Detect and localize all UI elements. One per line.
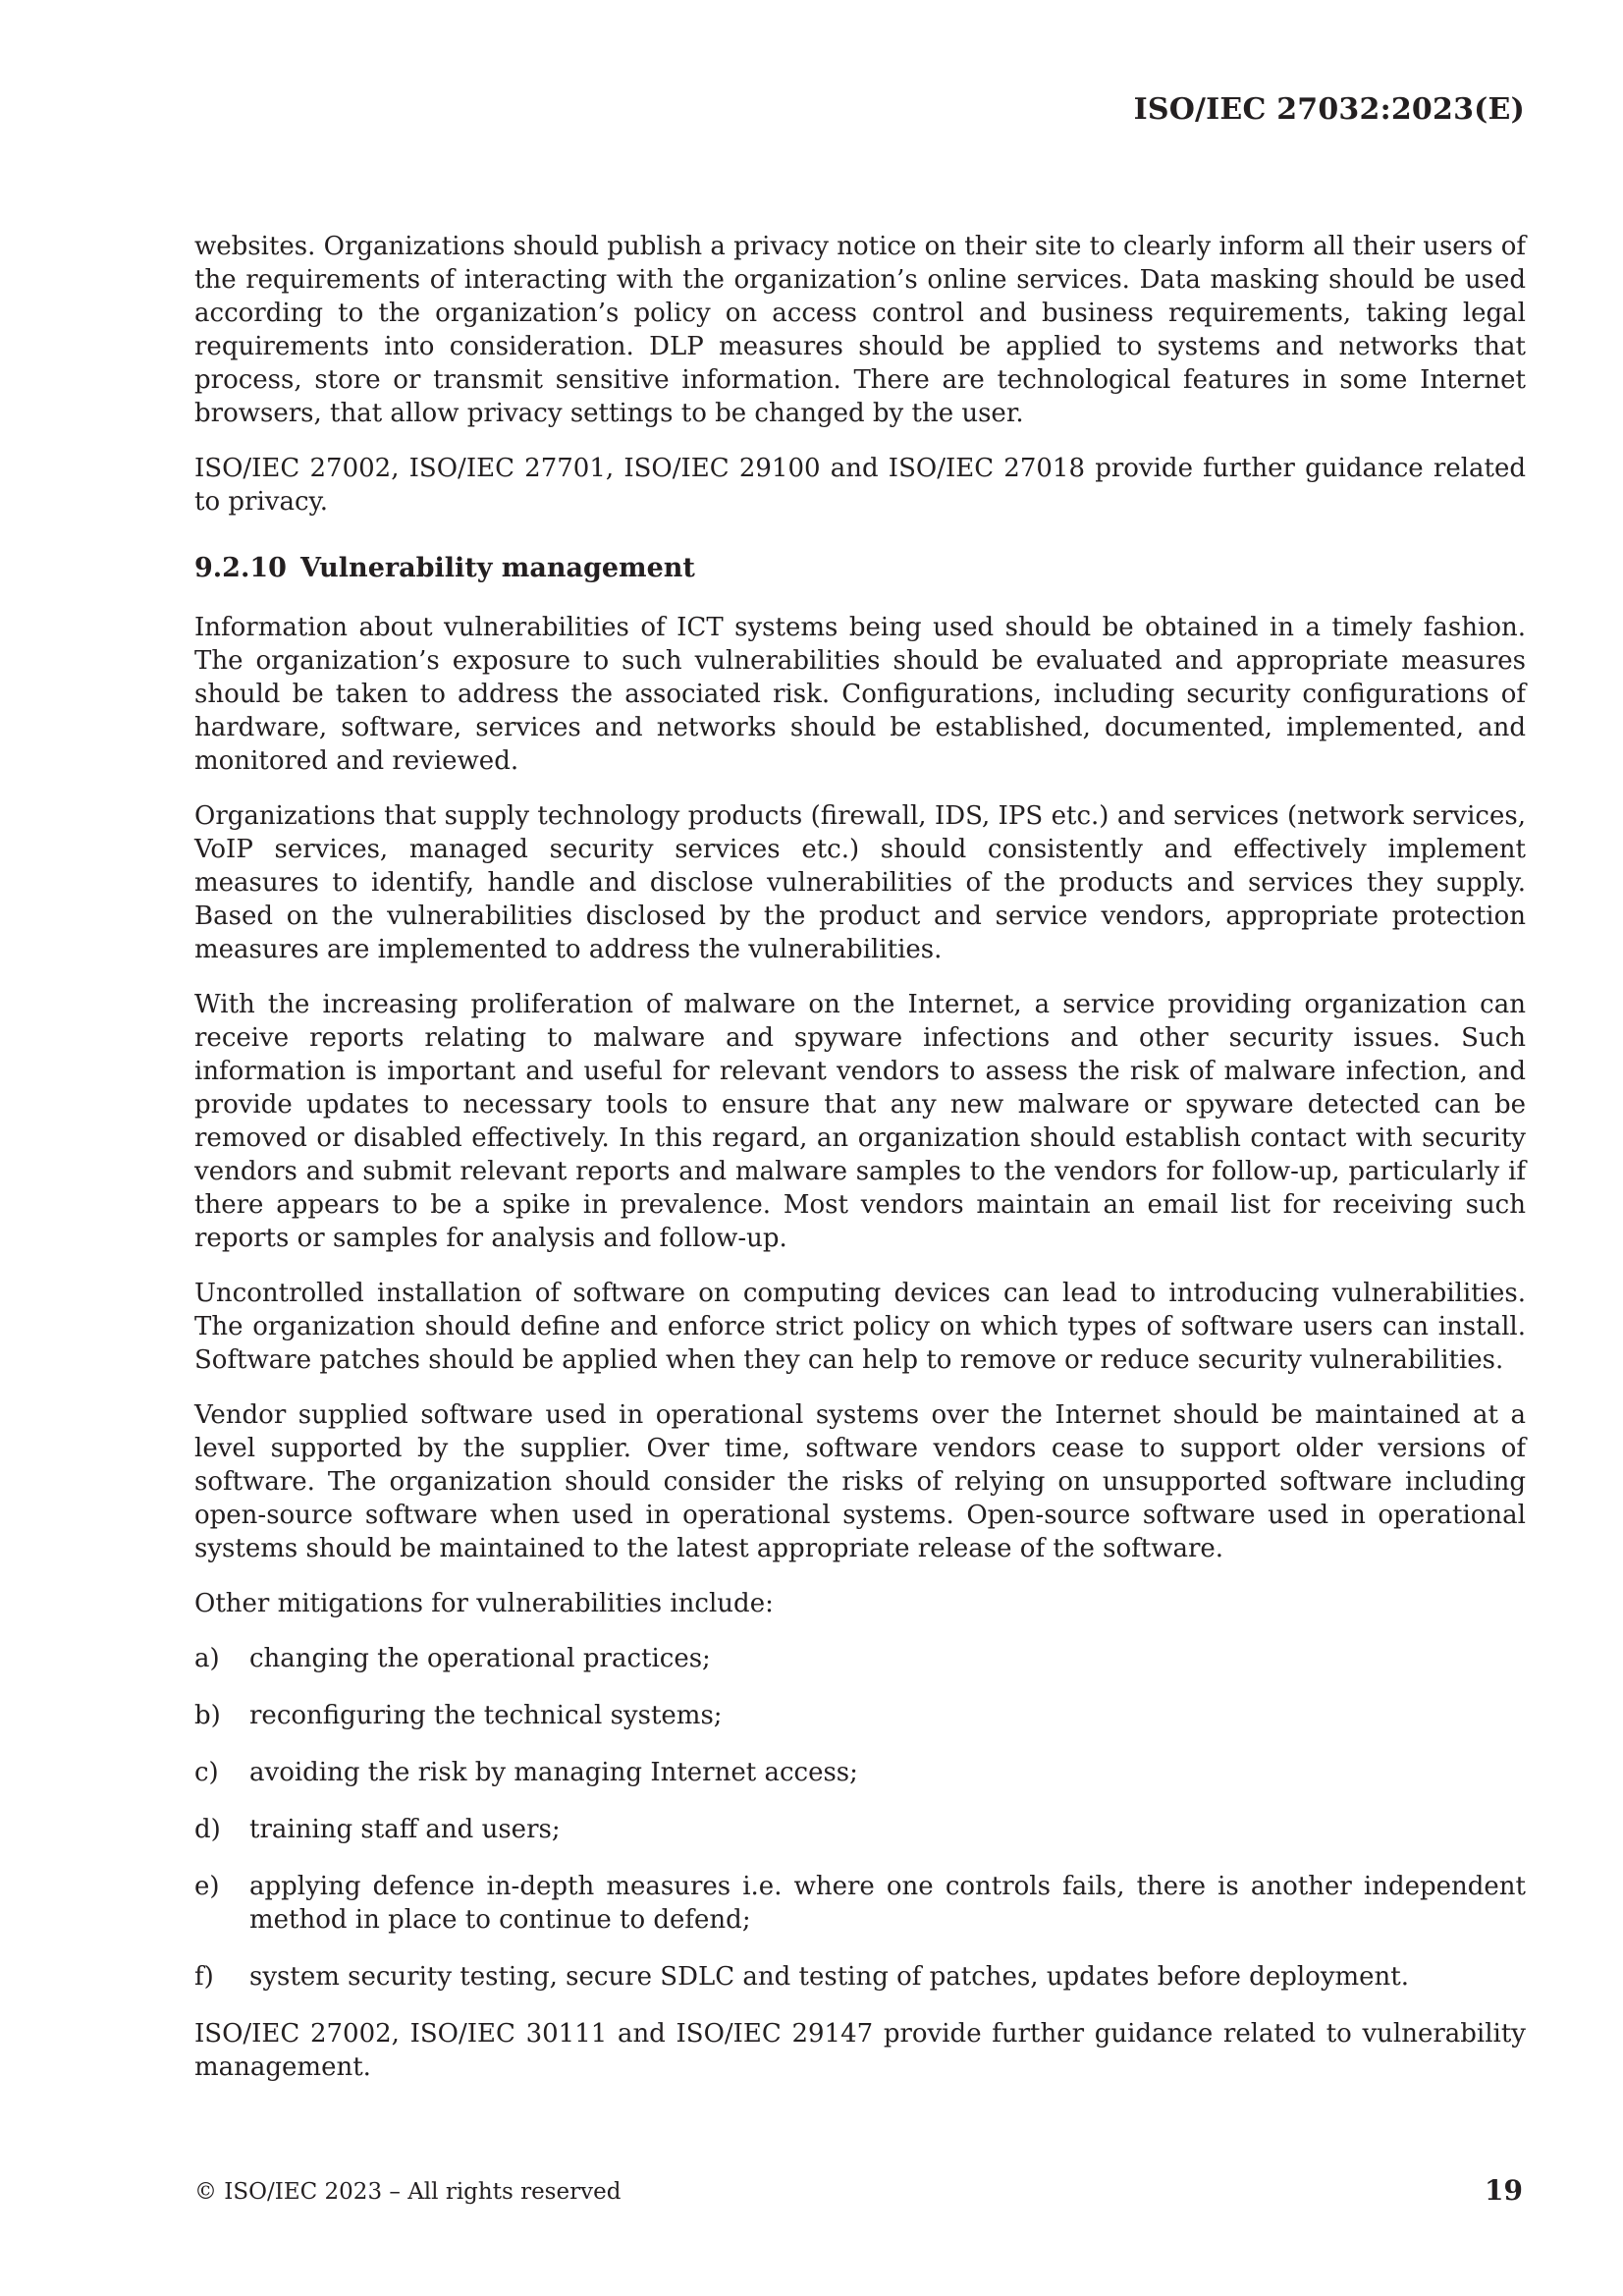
paragraph: websites. Organizations should publish a privacy notice on their site to clearly inform all their users of the requirements of interacting with the organization’s online services. Data masking should be used according to the organization’s policy on access control and business requirements, taking legal requirements into consideration. DLP measures should be applied to systems and networks that process, store or transmit sensitive information. There are technological features in some Internet browsers, that allow privacy settings to be changed by the user.	[194, 232, 1526, 428]
list-item	[194, 1756, 1526, 1789]
section-number: 9.2.10	[194, 553, 287, 583]
list-item-text: training staff and users;	[249, 1815, 561, 1844]
paragraph: Vendor supplied software used in operational systems over the Internet should be maintained at a level supported by the supplier. Over time, software vendors cease to support older versions of software. The organization should consider the risks of relying on unsupported software including open-source software when used in operational systems. Open-source software used in operational systems should be maintained to the latest appropriate release of the software.	[194, 1400, 1526, 1563]
paragraph: With the increasing proliferation of malware on the Internet, a service providing organization can receive reports relating to malware and spyware infections and other security issues. Such information is important and useful for relevant vendors to assess the risk of malware infection, and provide updates to necessary tools to ensure that any new malware or spyware detected can be removed or disabled effectively. In this regard, an organization should establish contact with security vendors and submit relevant reports and malware samples to the vendors for follow-up, particularly if there appears to be a spike in prevalence. Most vendors maintain an email list for receiving such reports or samples for analysis and follow-up.	[194, 990, 1526, 1253]
list-marker: d)	[194, 1815, 221, 1844]
paragraph: Organizations that supply technology products (firewall, IDS, IPS etc.) and services (network services, VoIP services, managed security services etc.) should consistently and effectively implement measures to identify, handle and disclose vulnerabilities of the products and services they supply. Based on the vulnerabilities disclosed by the product and service vendors, appropriate protection measures are implemented to address the vulnerabilities.	[194, 801, 1526, 964]
list-item	[194, 1699, 1526, 1732]
list-item-text: applying defence in-depth measures i.e. where one controls fails, there is another independent method in place to continue to defend;	[249, 1872, 1526, 1935]
closing-paragraph: ISO/IEC 27002, ISO/IEC 30111 and ISO/IEC 29147 provide further guidance related to vulnerability management.	[194, 2019, 1526, 2082]
list-item	[194, 1960, 1526, 1994]
list-intro: Other mitigations for vulnerabilities include:	[194, 1589, 774, 1618]
paragraph: Information about vulnerabilities of ICT systems being used should be obtained in a timely fashion. The organization’s exposure to such vulnerabilities should be evaluated and appropriate measures should be taken to address the associated risk. Configurations, including security configurations of hardware, software, services and networks should be established, documented, implemented, and monitored and reviewed.	[194, 613, 1526, 776]
list-marker: e)	[194, 1872, 220, 1901]
page-number: 19	[1485, 2174, 1523, 2207]
paragraph: Uncontrolled installation of software on computing devices can lead to introducing vulnerabilities. The organization should define and enforce strict policy on which types of software users can install. Software patches should be applied when they can help to remove or reduce security vulnerabilities.	[194, 1279, 1526, 1375]
section-title: Vulnerability management	[299, 553, 695, 583]
list-item-text: changing the operational practices;	[249, 1644, 711, 1673]
list-marker: f)	[194, 1962, 214, 1992]
list-item-text: avoiding the risk by managing Internet access;	[249, 1758, 858, 1787]
copyright-notice: © ISO/IEC 2023 – All rights reserved	[194, 2179, 622, 2205]
mitigation-list	[194, 1642, 1526, 1994]
list-item	[194, 1870, 1526, 1937]
page-body	[194, 230, 1526, 2105]
list-marker: b)	[194, 1701, 221, 1730]
document-header: ISO/IEC 27032:2023(E)	[1133, 92, 1525, 127]
list-item	[194, 1642, 1526, 1675]
list-marker: a)	[194, 1644, 220, 1673]
list-marker: c)	[194, 1758, 219, 1787]
paragraph: ISO/IEC 27002, ISO/IEC 27701, ISO/IEC 29100 and ISO/IEC 27018 provide further guidance related to privacy.	[194, 454, 1526, 517]
list-item-text: reconfiguring the technical systems;	[249, 1701, 723, 1730]
list-item-text: system security testing, secure SDLC and testing of patches, updates before deployment.	[249, 1962, 1410, 1992]
section-heading	[194, 552, 1526, 585]
list-item	[194, 1813, 1526, 1846]
